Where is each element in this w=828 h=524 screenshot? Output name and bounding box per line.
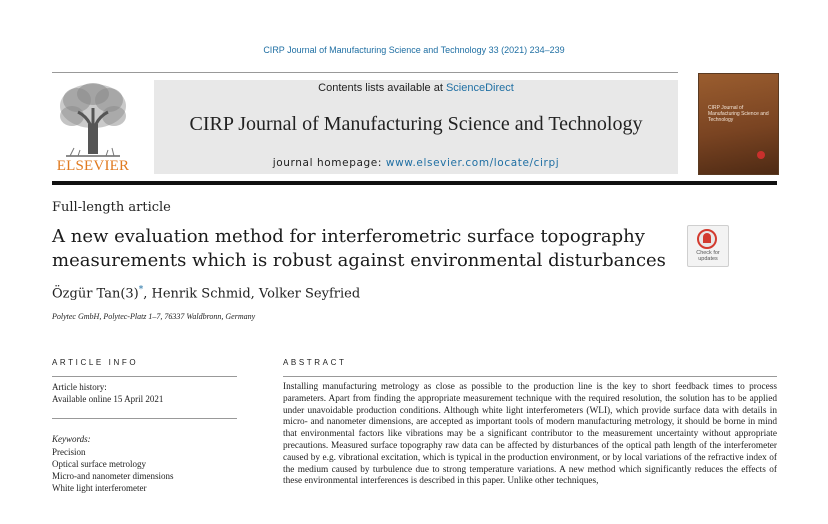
contents-line	[154, 82, 678, 94]
abstract-heading: ABSTRACT	[283, 358, 347, 367]
abstract-text: Installing manufacturing metrology as close as possible to the production line is the key to short feedback times to process parameters. Apart from finding the appropriate measurement technique with the required resolution, the solution has to be applied under unavoidable production conditions. Although white light interferometers (WLI), which provide surface data with details in micro- and nanometer dimensions, are accepted as important tools of modern manufacturing metrology, it should be borne in mind that environmental factors like vibrations may be a significant contributor to the measurement uncertainty without appropriate precautions. Measured surface topography raw data can be affected by disturbances of the optical path length of the interferometer caused by e.g. vibrational excitation, which is typical in the production environment, or by local variations of the refractive index of the medium caused by turbulence due to strong temperature variations. A new method which significantly reduces the effects of these environmental interferences is described in this paper. Unlike other techniques,	[283, 382, 777, 487]
elsevier-logo-text: ELSEVIER	[56, 158, 130, 174]
keyword-item: Optical surface metrology	[52, 459, 146, 469]
journal-homepage	[154, 157, 678, 169]
keyword-item: Precision	[52, 447, 86, 457]
header-thick-divider	[52, 181, 777, 185]
keyword-list	[52, 446, 173, 494]
author-first[interactable]: Özgür Tan(3)	[52, 286, 139, 302]
bookmark-icon-inner	[703, 233, 711, 243]
author-list	[52, 285, 360, 301]
author-affiliation: Polytec GmbH, Polytec-Platz 1–7, 76337 Waldbronn, Germany	[52, 312, 256, 321]
cover-title: CIRP Journal of Manufacturing Science and Technology	[708, 105, 769, 123]
homepage-prefix: journal homepage:	[272, 157, 386, 169]
keyword-item: Micro-and nanometer dimensions	[52, 471, 174, 481]
corresponding-author-link[interactable]: *	[138, 285, 144, 295]
article-title: A new evaluation method for interferometric surface topography measurements which is robust against environmental disturbances	[52, 226, 666, 271]
article-type: Full-length article	[52, 200, 171, 215]
header-divider	[52, 72, 678, 73]
article-info-divider	[52, 376, 237, 377]
contents-prefix: Contents lists available at	[318, 82, 446, 94]
article-history-label: Article history:	[52, 382, 107, 392]
journal-citation[interactable]: CIRP Journal of Manufacturing Science and Technology 33 (2021) 234–239	[263, 45, 565, 55]
sciencedirect-link[interactable]: ScienceDirect	[445, 82, 514, 94]
journal-cover-image[interactable]	[698, 73, 779, 175]
abstract-divider	[283, 376, 777, 377]
cover-emblem-icon	[757, 151, 765, 159]
homepage-link[interactable]: www.elsevier.com/locate/cirpj	[385, 157, 560, 169]
check-for-updates-label: Check for updates	[696, 250, 720, 262]
author-rest[interactable]: , Henrik Schmid, Volker Seyfried	[143, 286, 361, 302]
article-history-divider	[52, 418, 237, 419]
keywords-label: Keywords:	[52, 434, 91, 444]
keyword-item: White light interferometer	[52, 483, 147, 493]
article-history-value: Available online 15 April 2021	[52, 394, 164, 404]
journal-title: CIRP Journal of Manufacturing Science and Technology	[189, 113, 643, 135]
article-info-heading: ARTICLE INFO	[52, 358, 139, 367]
